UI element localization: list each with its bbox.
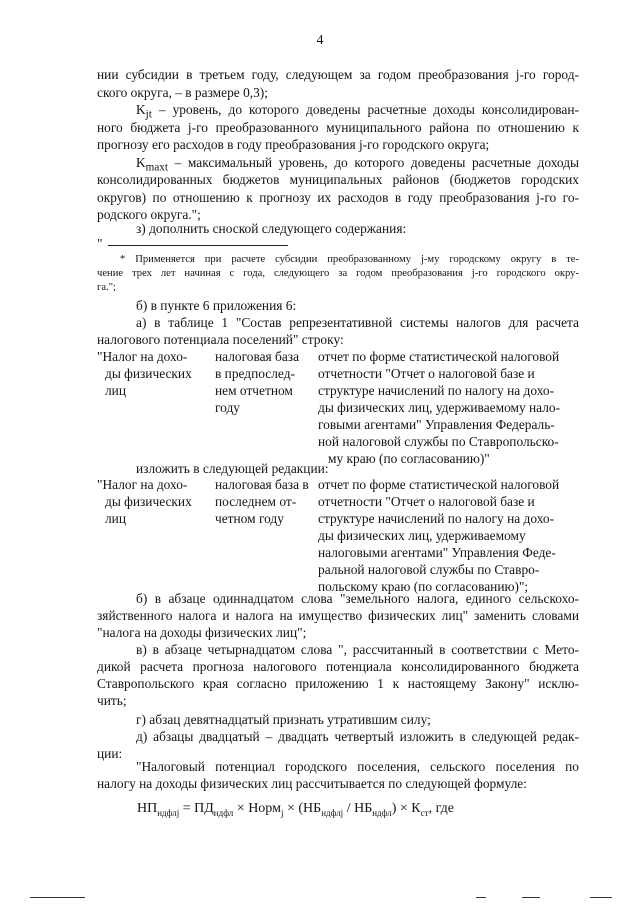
text-line: ского округа, – в размере 0,3); — [97, 85, 268, 100]
scan-mark — [30, 897, 85, 898]
text-line: ного бюджета j-го преобразованного муниципального района по отношению к — [97, 120, 579, 135]
text-line: чить; — [97, 693, 127, 708]
text-line: прогнозу его расходов в году преобразования j-го городского округа; — [97, 137, 490, 152]
text-line: б) в пункте 6 приложения 6: — [136, 298, 297, 313]
text-line: ции: — [97, 746, 123, 761]
text-line: з) дополнить сноской следующего содержания: — [136, 221, 407, 236]
text-line: Ставропольского края согласно приложению 1 к настоящему Закону" исклю- — [97, 676, 579, 691]
table-old-col3: отчет по форме статистической налоговой отчетности "Отчет о налоговой базе и структуре начислений по налогу на дохо- ды физических лиц, удерживаемому нало- говыми агентами" Управления Федераль- ной налоговой службы по Ставропольско- му краю (по согласованию)" — [318, 349, 561, 466]
text-line: изложить в следующей редакции: — [136, 461, 329, 476]
table-new-col3: отчет по форме статистической налоговой отчетности "Отчет о налоговой базе и структуре начислений по налогу на дохо- ды физических лиц, удерживаемому налоговыми агентами" Управления Феде- ральной налоговой службы по Ставро- польскому краю (по согласованию)"; — [318, 477, 560, 594]
footnote-line: чение трех лет начиная с года, следующего за годом преобразования j-го городского окру- — [97, 268, 579, 279]
formula: $НП_{ндфлj} = ПД_{ндфл}$ × Норм$_j$ × $(НБ_{ндфлj} / НБ_{ндфл}) \times К_{ст}$, где — [137, 801, 454, 818]
scan-mark — [476, 897, 486, 898]
scan-mark — [590, 897, 612, 898]
text-line: налогового потенциала поселений" строку: — [97, 332, 344, 347]
text-line: нии субсидии в третьем году, следующем за годом преобразования j-го город- — [97, 67, 579, 82]
text-line: округов) по отношению к прогнозу их расходов в году преобразования j-го го- — [97, 190, 579, 205]
text-line: б) в абзаце одиннадцатом слова "земельного налога, единого сельскохо- — [136, 591, 579, 606]
footnote-line: га."; — [97, 282, 116, 293]
text-line: " — [97, 236, 103, 251]
table-new-col2: налоговая база в последнем от- четном году — [215, 477, 309, 526]
table-old-col1: "Налог на дохо- ды физических лиц — [97, 349, 192, 398]
text-line: зяйственного налога и налога на имущество физических лиц" заменить словами — [97, 608, 579, 623]
text-line: д) абзацы двадцатый – двадцать четвертый изложить в следующей редак- — [136, 729, 579, 744]
table-old-col2: налоговая база в предпослед- нем отчетном году — [215, 349, 300, 415]
page-number: 4 — [316, 33, 324, 48]
text-line: $K_{maxt}$ – максимальный уровень, до которого доведены расчетные доходы — [136, 155, 579, 174]
text-line: налогу на доходы физических лиц рассчитывается по следующей формуле: — [97, 776, 527, 791]
text-line: "налога на доходы физических лиц"; — [97, 625, 307, 640]
text-line: $K_{jt}$ – уровень, до которого доведены расчетные доходы консолидирован- — [136, 102, 579, 121]
text-line: г) абзац девятнадцатый признать утратившим силу; — [136, 712, 431, 727]
text-line: родского округа."; — [97, 207, 201, 222]
text-line: а) в таблице 1 "Состав репрезентативной системы налогов для расчета — [136, 315, 579, 330]
text-line: "Налоговый потенциал городского поселения, сельского поселения по — [136, 759, 579, 774]
footnote-line: * Применяется при расчете субсидии преобразованному j-му городскому округу в те- — [120, 254, 579, 265]
text-line: дикой расчета прогноза налогового потенциала консолидированного бюджета — [97, 659, 579, 674]
text-line: в) в абзаце четырнадцатом слова ", рассчитанный в соответствии с Мето- — [136, 642, 579, 657]
scan-mark — [522, 897, 540, 898]
text-line: консолидированных бюджетов муниципальных районов (бюджетов городских — [97, 172, 579, 187]
footnote-rule — [108, 245, 288, 246]
table-new-col1: "Налог на дохо- ды физических лиц — [97, 477, 192, 526]
